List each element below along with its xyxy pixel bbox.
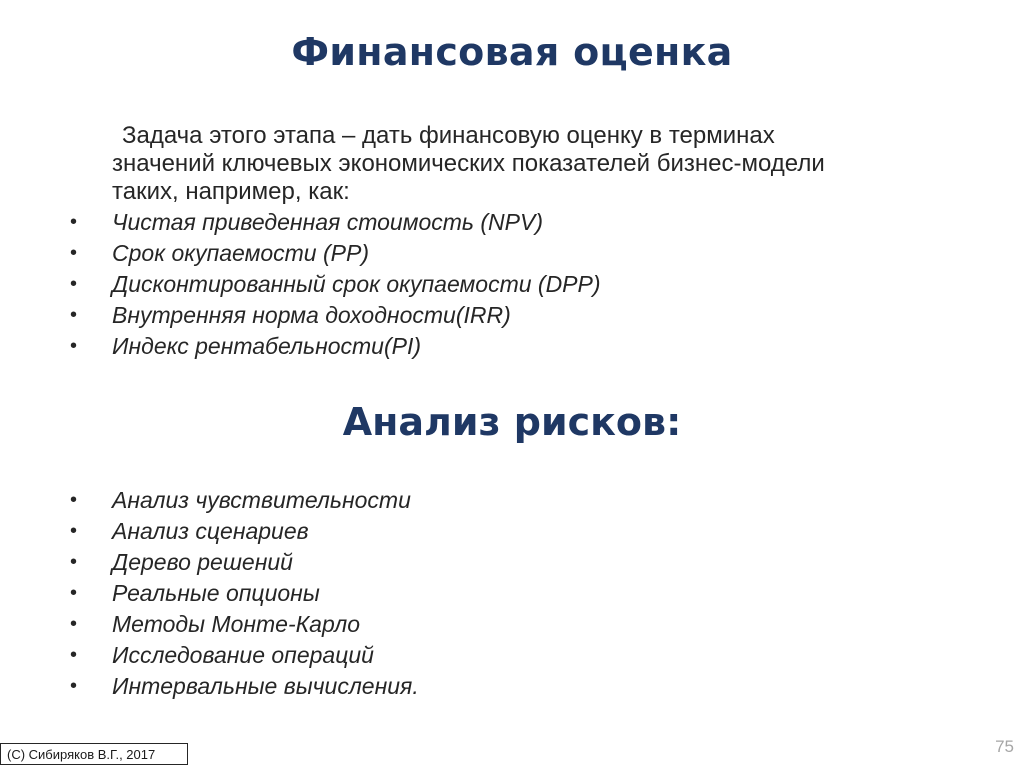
list-item-text: Срок окупаемости (PP) xyxy=(112,240,369,266)
list-item-text: Анализ чувствительности xyxy=(112,487,411,513)
list-item-text: Дисконтированный срок окупаемости (DPP) xyxy=(112,271,601,297)
bullet-icon: • xyxy=(70,335,78,357)
list-item-text: Дерево решений xyxy=(112,549,293,575)
bullet-icon: • xyxy=(70,551,78,573)
section-title-risk: Анализ рисков: xyxy=(342,400,682,444)
list-item-text: Реальные опционы xyxy=(112,580,320,606)
bullet-icon: • xyxy=(70,304,78,326)
bullet-icon: • xyxy=(70,273,78,295)
intro-paragraph xyxy=(112,122,992,206)
bullet-icon: • xyxy=(70,675,78,697)
bullet-icon: • xyxy=(70,242,78,264)
intro-line-2: значений ключевых экономических показателей бизнес-модели xyxy=(112,150,825,177)
bullet-icon: • xyxy=(70,613,78,635)
list-item-text: Исследование операций xyxy=(112,642,374,668)
bullet-icon: • xyxy=(70,211,78,233)
list-item-text: Индекс рентабельности(PI) xyxy=(112,333,422,359)
list-item-text: Чистая приведенная стоимость (NPV) xyxy=(112,209,544,235)
list-item-text: Анализ сценариев xyxy=(112,518,309,544)
list-item-text: Методы Монте-Карло xyxy=(112,611,361,637)
bullet-icon: • xyxy=(70,582,78,604)
intro-line-1: Задача этого этапа – дать финансовую оценку в терминах xyxy=(122,122,775,149)
copyright-footer: (С) Сибиряков В.Г., 2017 xyxy=(0,743,188,765)
bullet-icon: • xyxy=(70,489,78,511)
list-item-text: Интервальные вычисления. xyxy=(112,673,419,699)
slide-title: Финансовая оценка xyxy=(291,30,733,74)
bullet-icon: • xyxy=(70,520,78,542)
list-item-text: Внутренняя норма доходности(IRR) xyxy=(112,302,511,328)
bullet-icon: • xyxy=(70,644,78,666)
intro-line-3: таких, например, как: xyxy=(112,178,350,205)
page-number: 75 xyxy=(995,737,1014,756)
